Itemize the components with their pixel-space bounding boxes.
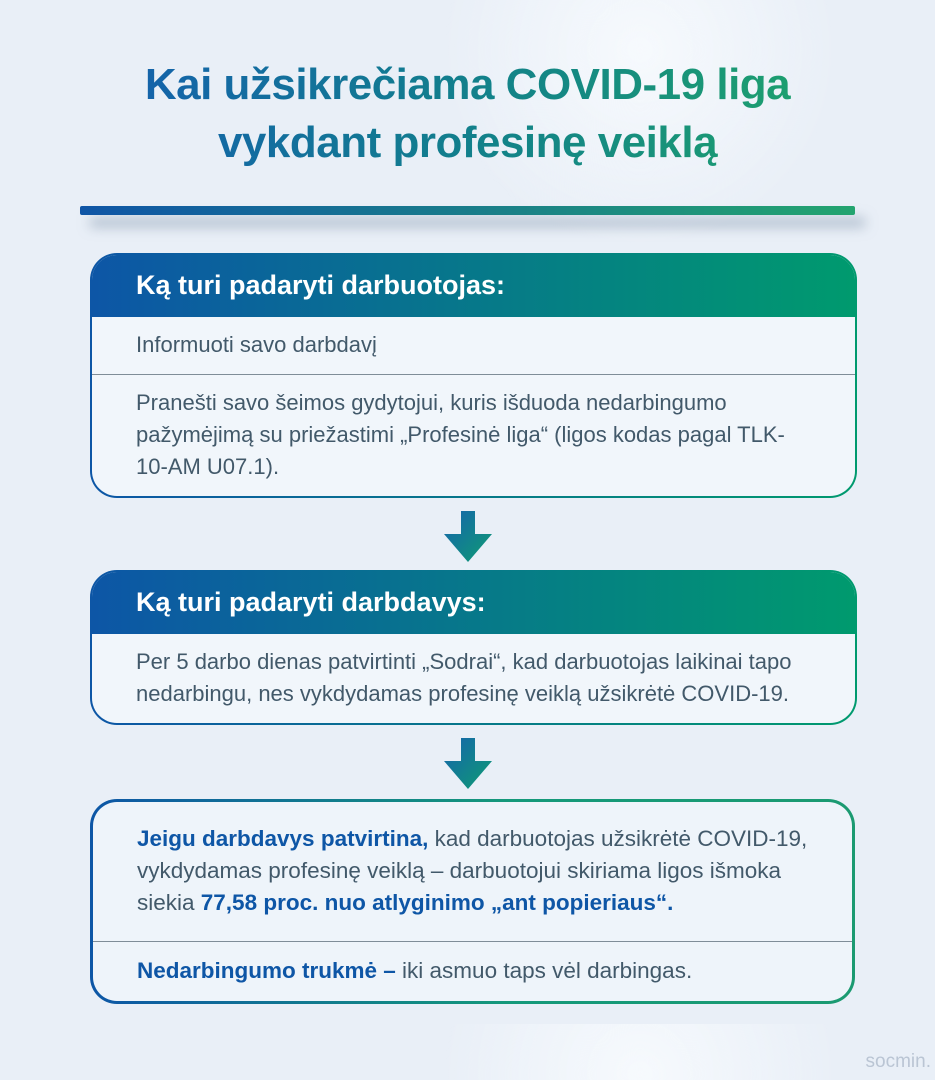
card-employee bbox=[90, 253, 857, 498]
card-employee-row-1: Informuoti savo darbdavį bbox=[136, 332, 377, 358]
card-employer bbox=[90, 570, 857, 725]
flow-arrow-1 bbox=[444, 511, 492, 562]
card-employer-row-1: Per 5 darbo dienas patvirtinti „Sodrai“, kad darbuotojas laikinai tapo nedarbingu, nes vykdydamas profesinę veiklą užsikrėtė COVID-19. bbox=[136, 648, 792, 706]
card-employer-header: Ką turi padaryti darbdavys: bbox=[92, 572, 855, 634]
down-arrow-icon bbox=[444, 511, 492, 562]
page-title-line2: vykdant profesinę veiklą bbox=[217, 118, 718, 168]
result-duration-body: iki asmuo taps vėl darbingas. bbox=[395, 958, 693, 984]
infographic-page bbox=[0, 56, 935, 1080]
result-duration-text bbox=[93, 941, 852, 1001]
flow-arrow-2 bbox=[444, 738, 492, 789]
down-arrow-icon bbox=[444, 738, 492, 789]
result-duration-lead: Nedarbingumo trukmė – bbox=[137, 958, 396, 984]
result-benefit-body: kad darbuotojas užsikrėtė COVID-19, vykdydamas profesinę veiklą – darbuotojui skiriama ligos išmoka siekia bbox=[137, 825, 808, 915]
page-title bbox=[14, 56, 921, 172]
result-benefit-amount: 77,58 proc. nuo atlyginimo „ant popieriaus“. bbox=[200, 889, 674, 915]
title-divider-bar bbox=[80, 206, 855, 215]
card-employee-row-2: Pranešti savo šeimos gydytojui, kuris išduoda nedarbingumo pažymėjimą su priežastimi „Profesinė liga“ (ligos kodas pagal TLK-10-AM U07.1). bbox=[92, 374, 855, 496]
result-benefit-text bbox=[93, 802, 852, 942]
page-title-line1: Kai užsikrečiama COVID-19 liga bbox=[144, 60, 791, 109]
card-employee-header: Ką turi padaryti darbuotojas: bbox=[92, 255, 855, 317]
result-card bbox=[90, 799, 855, 1005]
result-benefit-lead: Jeigu darbdavys patvirtina, bbox=[137, 825, 429, 851]
watermark: socmin. bbox=[865, 1051, 931, 1072]
